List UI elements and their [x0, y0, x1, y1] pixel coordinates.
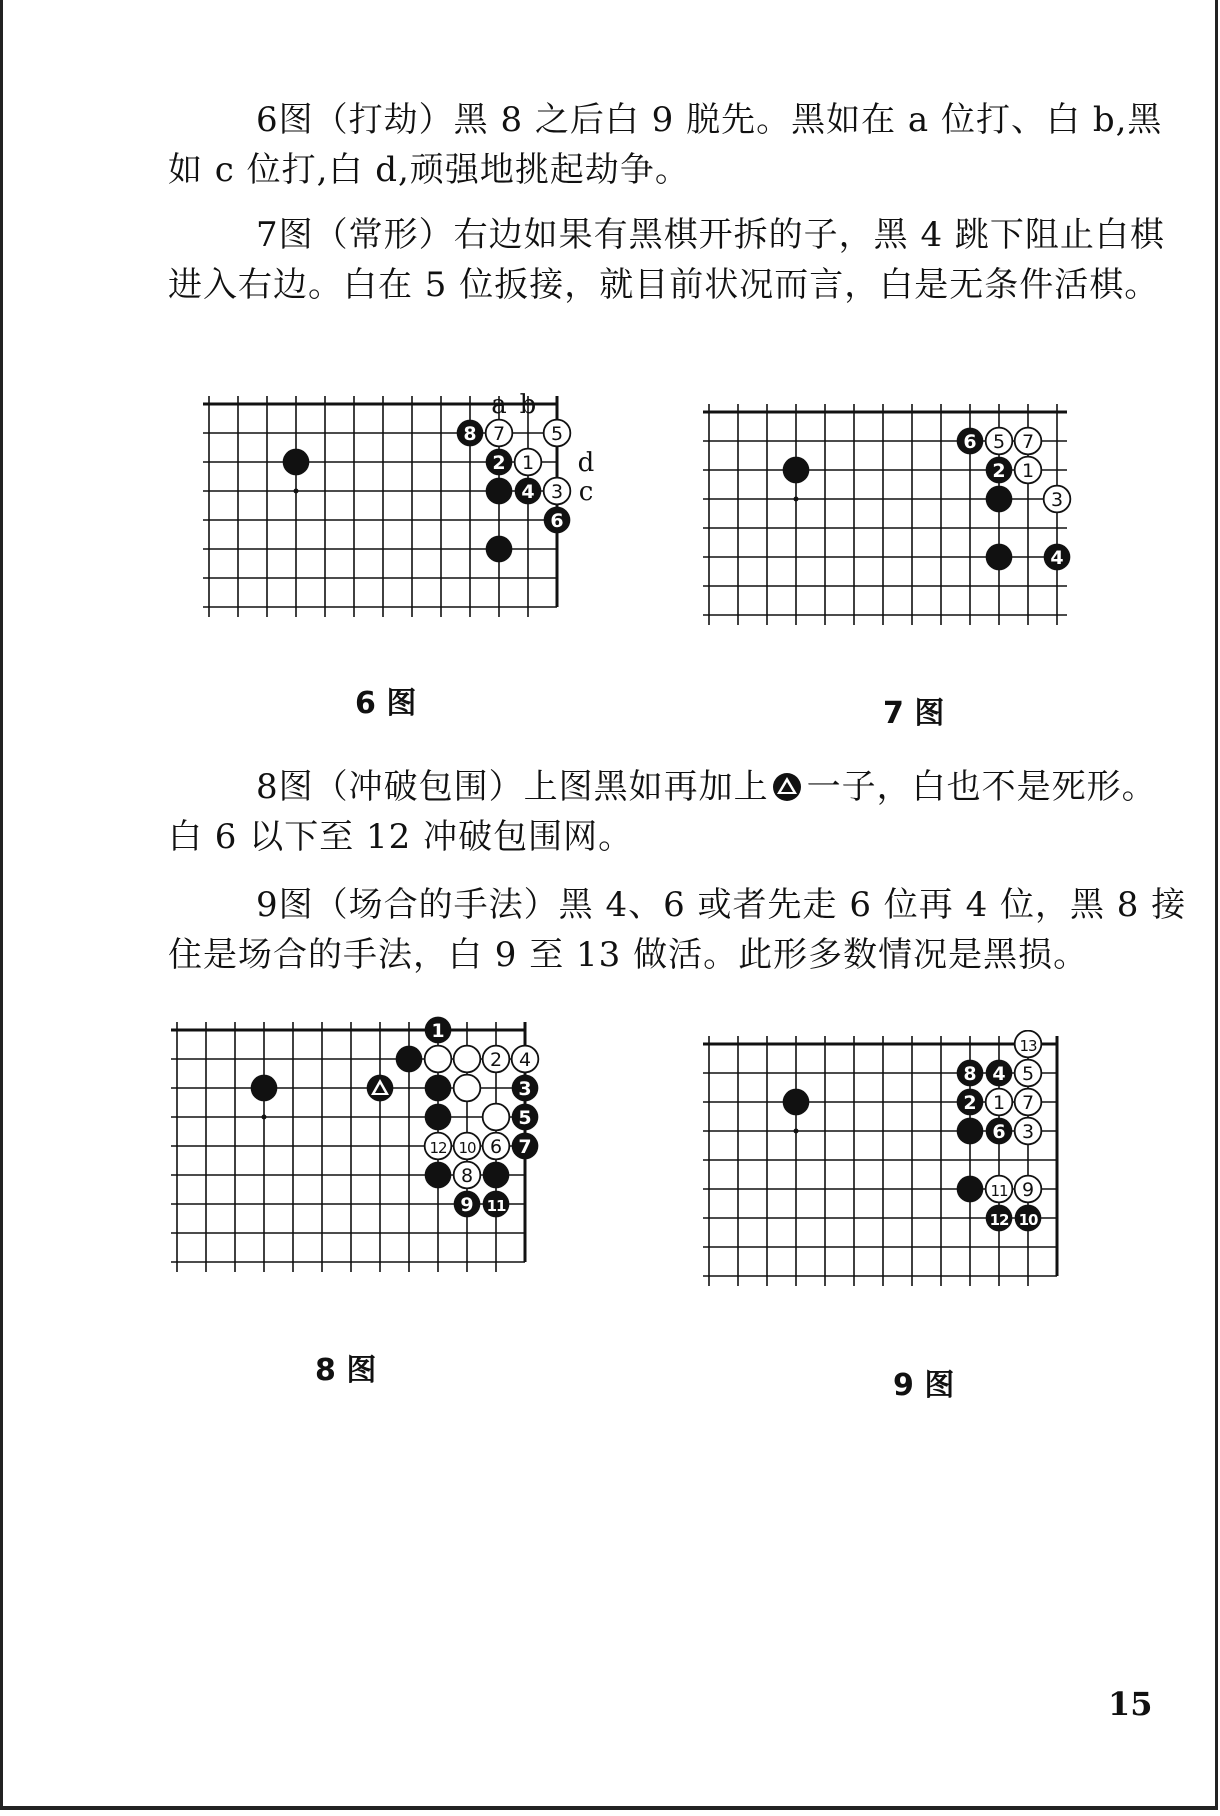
black-stone [283, 449, 310, 476]
svg-text:10: 10 [458, 1139, 476, 1157]
black-stone [957, 1118, 984, 1145]
svg-text:1: 1 [992, 1092, 1006, 1114]
black-stone [425, 1104, 452, 1131]
white-stone [1015, 428, 1042, 455]
star-point [794, 497, 799, 502]
svg-text:4: 4 [992, 1063, 1006, 1085]
black-stone [483, 1191, 510, 1218]
white-stone [544, 420, 571, 447]
black-stone [367, 1075, 394, 1102]
svg-text:8: 8 [460, 1165, 474, 1187]
white-stone [1015, 1031, 1042, 1058]
svg-text:13: 13 [1019, 1037, 1037, 1055]
svg-text:3: 3 [518, 1078, 532, 1100]
white-stone [515, 449, 542, 476]
svg-text:6: 6 [963, 431, 977, 453]
black-stone [986, 1118, 1013, 1145]
white-stone [454, 1162, 481, 1189]
black-stone [251, 1075, 278, 1102]
page-number: 15 [1108, 1685, 1153, 1723]
black-stone [986, 1205, 1013, 1232]
svg-text:4: 4 [521, 481, 535, 503]
svg-text:10: 10 [1018, 1211, 1038, 1229]
white-stone [1044, 486, 1071, 513]
svg-text:7: 7 [492, 423, 506, 445]
white-stone [1015, 1089, 1042, 1116]
black-stone [783, 1089, 810, 1116]
svg-text:5: 5 [518, 1107, 532, 1129]
black-stone [986, 486, 1013, 513]
svg-text:6: 6 [550, 510, 564, 532]
white-stone [483, 1104, 510, 1131]
svg-text:4: 4 [518, 1049, 532, 1071]
black-stone [396, 1046, 423, 1073]
go-diagram-fig8 [171, 1016, 611, 1316]
white-stone [544, 478, 571, 505]
caption-fig8: 8 图 [315, 1353, 377, 1388]
svg-text:2: 2 [489, 1049, 503, 1071]
black-stone [483, 1162, 510, 1189]
star-point [262, 1115, 267, 1120]
svg-text:1: 1 [431, 1020, 445, 1042]
triangle-stone-icon [771, 772, 805, 802]
svg-text:12: 12 [989, 1211, 1009, 1229]
white-stone [483, 1133, 510, 1160]
black-stone [1044, 544, 1071, 571]
white-stone [483, 1046, 510, 1073]
black-stone [425, 1162, 452, 1189]
black-stone [957, 1089, 984, 1116]
go-diagram-fig6 [203, 392, 643, 652]
svg-text:6: 6 [992, 1121, 1006, 1143]
caption-fig7: 7 图 [883, 696, 945, 731]
black-stone [425, 1017, 452, 1044]
black-stone [1015, 1205, 1042, 1232]
svg-text:1: 1 [521, 452, 535, 474]
white-stone [454, 1133, 481, 1160]
white-stone [986, 1176, 1013, 1203]
white-stone [1015, 1176, 1042, 1203]
svg-text:1: 1 [1021, 460, 1035, 482]
svg-text:5: 5 [1021, 1063, 1035, 1085]
svg-text:2: 2 [492, 452, 506, 474]
svg-text:2: 2 [992, 460, 1006, 482]
black-stone [783, 457, 810, 484]
svg-text:7: 7 [518, 1136, 532, 1158]
point-letter-b: b [519, 392, 537, 420]
svg-text:2: 2 [963, 1092, 977, 1114]
svg-text:11: 11 [486, 1197, 506, 1215]
black-stone [957, 1060, 984, 1087]
black-stone [986, 1060, 1013, 1087]
svg-text:7: 7 [1021, 1092, 1035, 1114]
black-stone [512, 1075, 539, 1102]
white-stone [486, 420, 513, 447]
paragraph-fig8-text-b: 一子，白也不是死形。白 6 以下至 12 冲破包围网。 [168, 767, 1157, 857]
paragraph-fig8-text-a: 8图（冲破包围）上图黑如再加上 [256, 767, 769, 807]
svg-text:3: 3 [1021, 1121, 1035, 1143]
black-stone [486, 478, 513, 505]
svg-text:9: 9 [460, 1194, 474, 1216]
black-stone [454, 1191, 481, 1218]
black-stone [425, 1075, 452, 1102]
point-letter-a: a [491, 392, 507, 420]
paragraph-fig7: 7图（常形）右边如果有黑棋开拆的子，黑 4 跳下阻止白棋进入右边。白在 5 位扳接，就目前状况而言，白是无条件活棋。 [168, 215, 1165, 305]
black-stone [457, 420, 484, 447]
caption-fig6: 6 图 [355, 686, 417, 721]
black-stone [512, 1133, 539, 1160]
black-stone [544, 507, 571, 534]
black-stone [957, 1176, 984, 1203]
svg-text:5: 5 [550, 423, 564, 445]
svg-text:11: 11 [990, 1182, 1008, 1200]
svg-text:12: 12 [429, 1139, 447, 1157]
white-stone [1015, 457, 1042, 484]
black-stone [986, 457, 1013, 484]
black-stone [486, 536, 513, 563]
black-stone [512, 1104, 539, 1131]
white-stone [512, 1046, 539, 1073]
point-letter-c: c [578, 477, 594, 507]
white-stone [986, 428, 1013, 455]
svg-text:3: 3 [1050, 489, 1064, 511]
svg-text:9: 9 [1021, 1179, 1035, 1201]
white-stone [454, 1075, 481, 1102]
paragraph-fig9: 9图（场合的手法）黑 4、6 或者先走 6 位再 4 位，黑 8 接住是场合的手法，白 9 至 13 做活。此形多数情况是黑损。 [168, 885, 1187, 975]
paragraph-fig8 [168, 762, 1188, 862]
paragraph-fig6: 6图（打劫）黑 8 之后白 9 脱先。黑如在 a 位打、白 b,黑如 c 位打,白 d,顽强地挑起劫争。 [168, 100, 1163, 190]
svg-text:3: 3 [550, 481, 564, 503]
svg-text:8: 8 [963, 1063, 977, 1085]
white-stone [425, 1133, 452, 1160]
star-point [794, 1129, 799, 1134]
white-stone [454, 1046, 481, 1073]
svg-text:8: 8 [463, 423, 477, 445]
svg-text:5: 5 [992, 431, 1006, 453]
star-point [294, 489, 299, 494]
svg-text:7: 7 [1021, 431, 1035, 453]
svg-text:4: 4 [1050, 547, 1064, 569]
white-stone [1015, 1118, 1042, 1145]
svg-text:6: 6 [489, 1136, 503, 1158]
white-stone [425, 1046, 452, 1073]
caption-fig9: 9 图 [893, 1368, 955, 1403]
black-stone [957, 428, 984, 455]
black-stone [486, 449, 513, 476]
black-stone [515, 478, 542, 505]
point-letter-d: d [577, 448, 595, 478]
white-stone [1015, 1060, 1042, 1087]
white-stone [986, 1089, 1013, 1116]
go-diagram-fig9 [703, 1030, 1143, 1340]
black-stone [986, 544, 1013, 571]
go-diagram-fig7 [703, 402, 1143, 672]
